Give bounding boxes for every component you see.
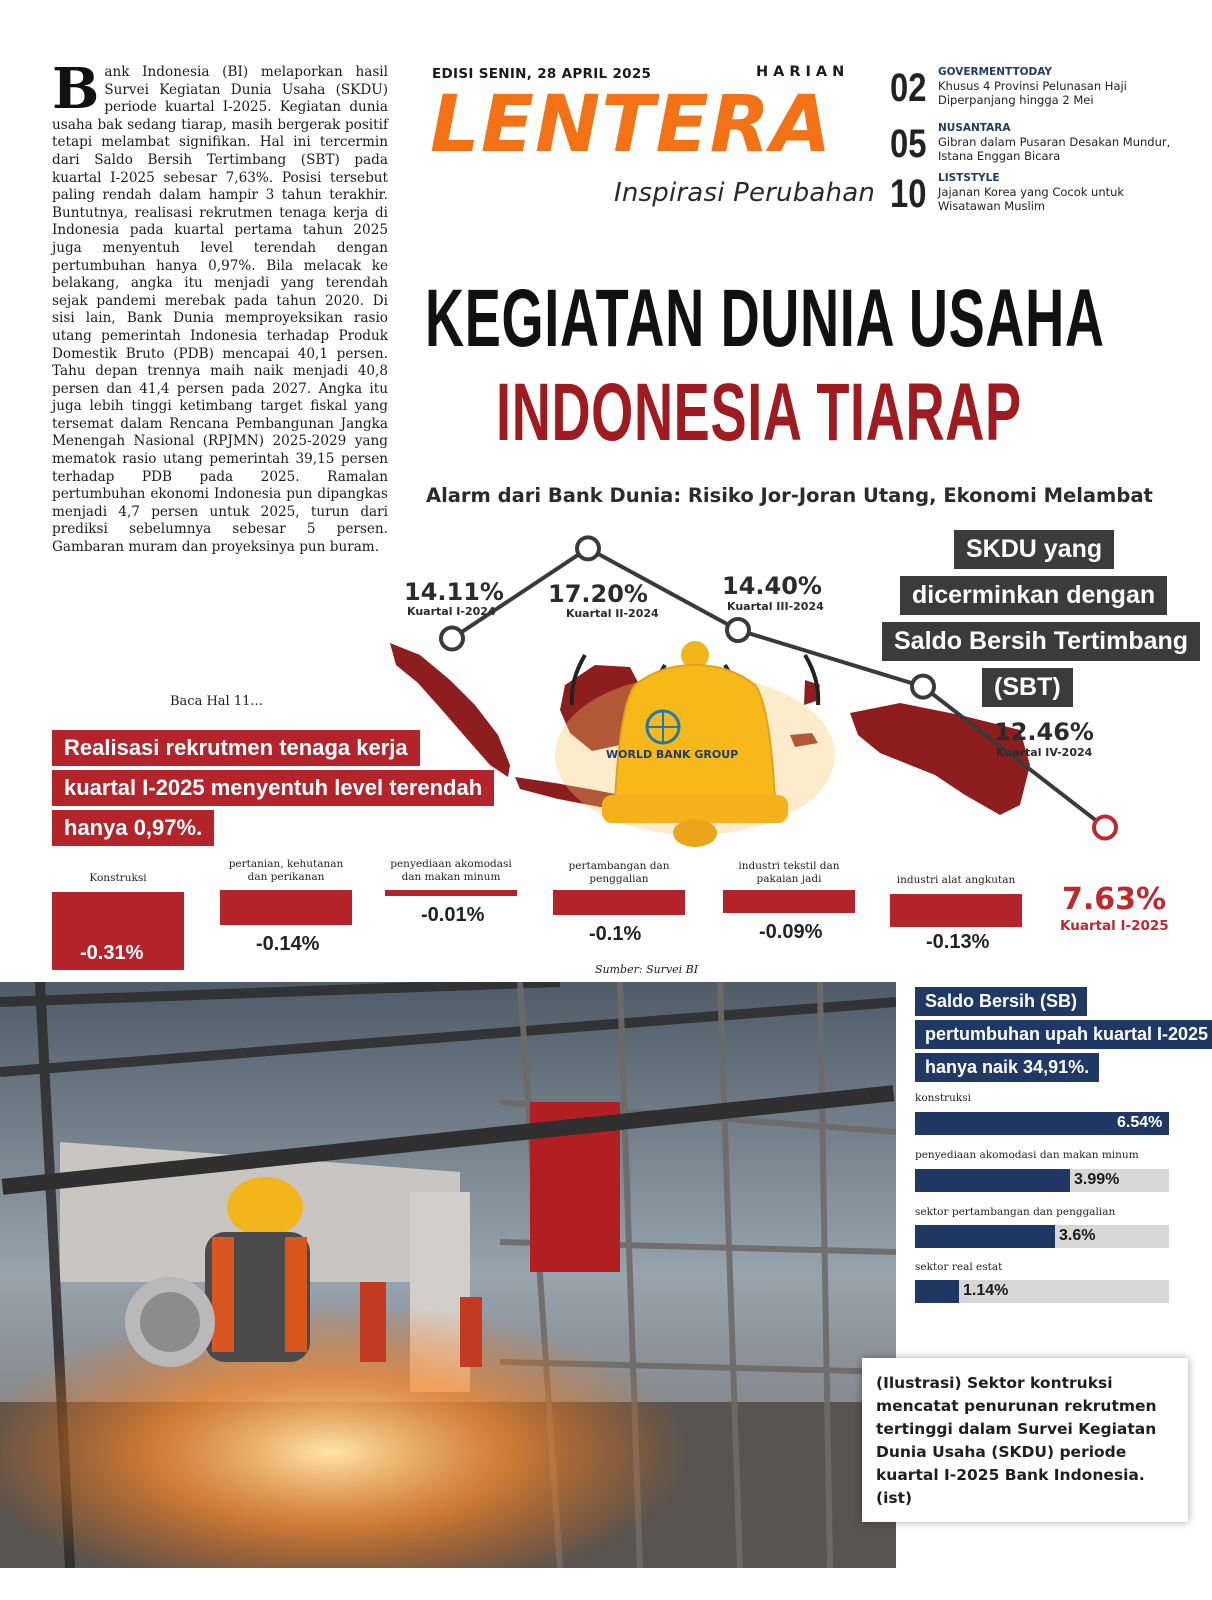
wage-label: penyediaan akomodasi dan makan minum <box>915 1149 1139 1161</box>
index-page-number: 02 <box>890 66 927 110</box>
skdu-box-line: Saldo Bersih Tertimbang <box>882 622 1200 661</box>
lead-article-body: ank Indonesia (BI) melaporkan hasil Survei Kegiatan Dunia Usaha (SKDU) periode kuartal I-2025. Kegiatan dunia usaha bak sedang tiarap, masih bergerak positif tetapi melambat signifikan. Hal ini tercermin dari Saldo Bersih Tertimbang (SBT) pada kuartal I-2025 sebesar 7,63%. Posisi tersebut paling rendah dalam hampir 3 tahun terakhir. Buntutnya, realisasi rekrutmen tenaga kerja di Indonesia pada kuartal pertama tahun 2025 juga menyentuh level terendah dengan pertumbuhan hanya 0,97%. Bila melacak ke belakang, angka itu menjadi yang terendah sejak pandemi merebak pada tahun 2020. Di sisi lain, Bank Dunia memproyeksikan rasio utang pemerintah Indonesia terhadap Produk Domestik Bruto (PDB) mencapai 40,1 persen. Tahu depan trennya maih naik menjadi 40,8 persen dan 41,4 persen pada 2027. Angka itu juga lebih tinggi ketimbang target fiskal yang tersemat dalam Rencana Pembangunan Jangka Menengah Nasional (RPJMN) 2025-2029 yang mematok rasio utang pemerintah 39,15 persen terhadap PDB pada 2025. Ramalan pertumbuhan ekonomi Indonesia pun dipangkas menjadi 4,7 persen untuk 2025, turun dari prediksi sebelumnya sebesar 5 persen. Gambaran muram dan proyeksinya pun buram. <box>52 64 388 556</box>
recruitment-box-line: Realisasi rekrutmen tenaga kerja <box>52 730 420 766</box>
sector-label: pertambangan dan penggalian <box>568 860 670 885</box>
point-label-value: 14.40% <box>722 572 822 600</box>
point-label-value: 17.20% <box>548 580 648 608</box>
index-headline: Jajanan Korea yang Cocok untuk Wisatawan Muslim <box>938 185 1125 213</box>
sector-value: -0.01% <box>421 904 485 926</box>
index-item[interactable] <box>890 64 1190 114</box>
sector-label: industri tekstil dan pakaian jadi <box>738 860 840 885</box>
point-label-category: Kuartal IV-2024 <box>996 746 1093 759</box>
sector-value: -0.1% <box>589 923 642 946</box>
wage-bar-track <box>915 1169 1169 1192</box>
wage-bar <box>915 1169 1070 1192</box>
point-label-value: 12.46% <box>994 718 1094 746</box>
sector-bar <box>553 890 685 915</box>
photo-caption: (Ilustrasi) Sektor kontruksi mencatat penurunan rekrutmen tertinggi dalam Survei Kegiatan Dunia Usaha (SKDU) periode kuartal I-2025 Bank Indonesia. (ist) <box>862 1358 1188 1522</box>
sector-label: penyediaan akomodasi dan makan minum <box>390 858 512 883</box>
construction-worker-photo <box>0 982 896 1568</box>
index-item[interactable] <box>890 120 1190 170</box>
recruitment-box-line: hanya 0,97%. <box>52 810 214 846</box>
continued-link[interactable]: Baca Hal 11... <box>170 694 263 709</box>
index-item[interactable] <box>890 170 1190 220</box>
recruitment-box-line: kuartal I-2025 menyentuh level terendah <box>52 770 494 806</box>
index-headline: Gibran dalam Pusaran Desakan Mundur, Istana Enggan Bicara <box>938 135 1171 163</box>
sector-label: Konstruksi <box>89 872 147 884</box>
wage-bar-track <box>915 1225 1169 1248</box>
sector-value: -0.31% <box>80 942 144 964</box>
wage-label: konstruksi <box>915 1092 971 1104</box>
index-headline: Khusus 4 Provinsi Pelunasan Haji Diperpanjang hingga 2 Mei <box>938 79 1127 107</box>
wage-bar <box>915 1225 1055 1248</box>
index-section: LISTSTYLE <box>938 172 1000 184</box>
sector-recruitment-chart <box>52 858 1052 968</box>
sector-bar <box>220 890 352 925</box>
newspaper-logo: LENTERA <box>430 80 833 170</box>
trend-point <box>577 537 599 559</box>
wage-value: 3.99% <box>1074 1171 1120 1188</box>
index-section: NUSANTARA <box>938 122 1011 134</box>
wage-value: 3.6% <box>1059 1227 1096 1244</box>
lead-article <box>52 56 388 557</box>
wage-label: sektor pertambangan dan penggalian <box>915 1206 1116 1218</box>
sector-bar <box>890 894 1022 927</box>
wage-box-line: hanya naik 34,91%. <box>915 1053 1099 1082</box>
index-section: GOVERMENTTODAY <box>938 66 1052 78</box>
point-label-category: Kuartal III-2024 <box>727 600 824 613</box>
sector-value: -0.09% <box>759 920 823 943</box>
index-page-number: 10 <box>890 172 927 216</box>
headline-subtitle: Alarm dari Bank Dunia: Risiko Jor-Joran Utang, Ekonomi Melambat <box>426 484 1153 507</box>
sector-bar <box>723 890 855 913</box>
wage-box-line: Saldo Bersih (SB) <box>915 987 1087 1016</box>
tagline: Inspirasi Perubahan <box>614 178 876 208</box>
headline-line-1: KEGIATAN DUNIA USAHA <box>425 273 1105 364</box>
headline-line-2: INDONESIA TIARAP <box>496 367 1022 458</box>
wage-bar-track <box>915 1280 1169 1303</box>
trend-point <box>912 676 934 698</box>
point-label-category: Kuartal I-2024 <box>407 605 496 618</box>
sector-value: -0.13% <box>926 930 990 953</box>
sector-bar <box>385 890 517 896</box>
point-label-category: Kuartal II-2024 <box>566 607 659 620</box>
point-label-value: 7.63% <box>1062 882 1167 917</box>
chart-source: Sumber: Survei BI <box>595 963 699 976</box>
drop-cap: B <box>52 56 100 122</box>
sector-value: -0.14% <box>256 933 320 956</box>
skdu-box-line: (SBT) <box>982 668 1073 707</box>
world-bank-logo: WORLD BANK GROUP <box>606 748 739 761</box>
wage-bar <box>915 1280 959 1303</box>
skdu-box-line: SKDU yang <box>954 530 1114 569</box>
point-label-category: Kuartal I-2025 <box>1060 918 1169 934</box>
sector-label: pertanian, kehutanan dan perikanan <box>228 858 344 883</box>
trend-point <box>1094 816 1116 838</box>
point-label-value: 14.11% <box>404 578 504 606</box>
trend-point <box>727 619 749 641</box>
wage-box-line: pertumbuhan upah kuartal I-2025 <box>915 1020 1212 1049</box>
sector-label: industri alat angkutan <box>896 874 1016 886</box>
wage-label: sektor real estat <box>915 1261 1003 1273</box>
index-page-number: 05 <box>890 122 927 166</box>
harian-label: HARIAN <box>756 64 850 80</box>
edition-date: EDISI SENIN, 28 APRIL 2025 <box>432 66 652 82</box>
wage-value: 1.14% <box>963 1282 1009 1299</box>
wage-growth-chart <box>915 1092 1175 1322</box>
skdu-box-line: dicerminkan dengan <box>900 576 1167 615</box>
trend-point <box>441 627 463 649</box>
wage-value: 6.54% <box>1117 1114 1163 1131</box>
